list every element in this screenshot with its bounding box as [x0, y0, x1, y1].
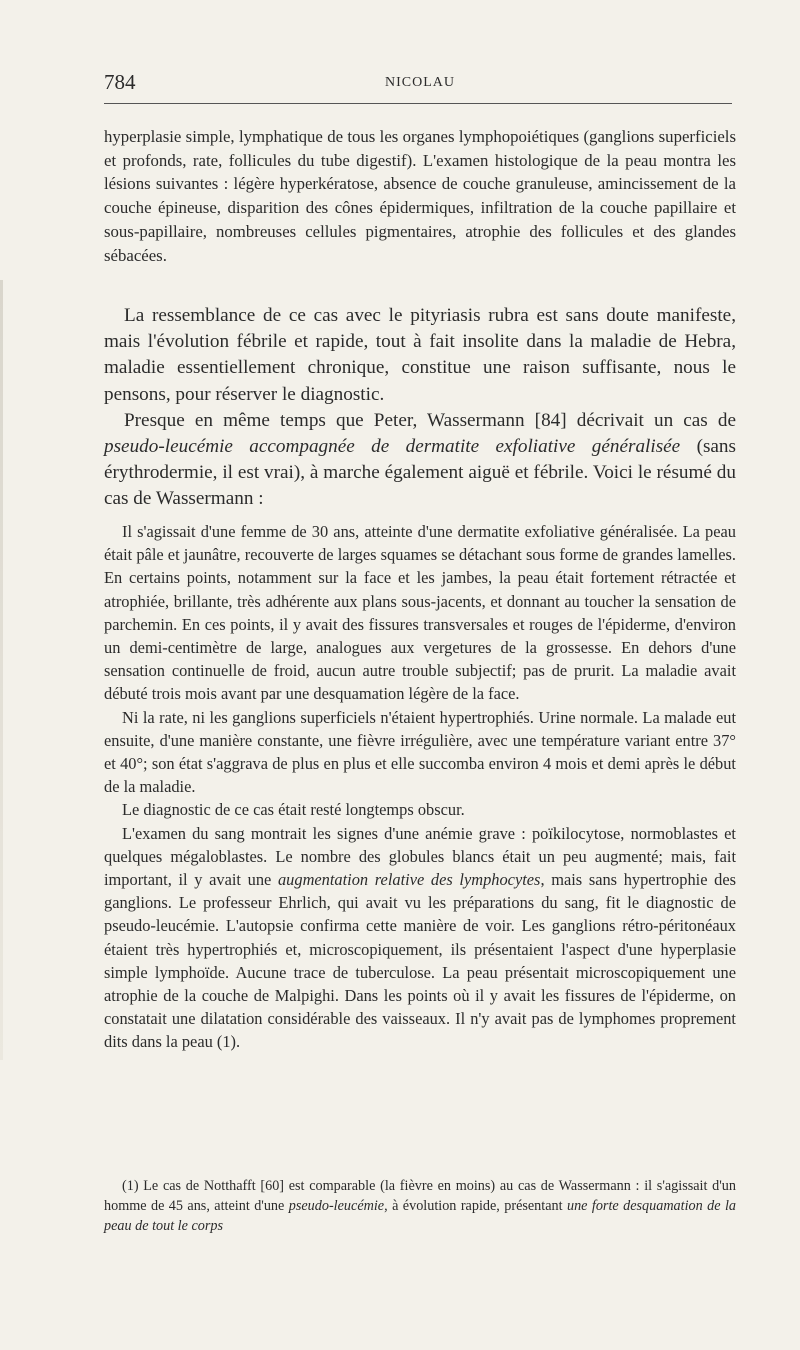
footnote-text	[104, 1176, 736, 1236]
footnote-italic-2: une forte desquamation de la peau de tout le corps	[104, 1198, 737, 1234]
paragraph-wassermann	[104, 408, 736, 513]
paragraph-wassermann-text-end: (sans érythrodermie, il est vrai), à marche également aiguë et fébrile. Voici le résumé du cas de Wassermann :	[104, 436, 736, 510]
footnote	[104, 1176, 736, 1236]
italic-title: pseudo-leucémie accompagnée de dermatite exfoliative généralisée	[104, 436, 681, 458]
running-head: NICOLAU	[385, 75, 455, 90]
page-header	[104, 70, 736, 104]
main-text	[104, 303, 736, 513]
page-edge-shadow	[0, 280, 3, 1060]
paragraph-histology: hyperplasie simple, lymphatique de tous les organes lymphopoiétiques (ganglions superficiels et profonds, rate, follicules du tube digestif). L'examen histologique de la peau montra les lésions suivantes : légère hyperkératose, absence de couche granuleuse, amincissement de la couche épineuse, disparition des cônes épidermiques, infiltration de la couche papillaire et sous-papillaire, nombreuses cellules pigmentaires, atrophie des follicules et des glandes sébacées.	[104, 127, 736, 265]
case-paragraph-4-text: L'examen du sang montrait les signes d'une anémie grave : poïkilocytose, normoblastes et quelques mégaloblastes. Le nombre des globules blancs était un peu augmenté; mais, fait important, il y avait une	[104, 823, 736, 890]
case-paragraph-1: Il s'agissait d'une femme de 30 ans, atteinte d'une dermatite exfoliative généralisée. La peau était pâle et jaunâtre, recouverte de larges squames se détachant sous forme de grandes lamelles. En certains points, notamment sur la face et les jambes, la peau était fortement rétractée et atrophiée, brillante, très adhérente aux plans sous-jacents, et donnant au toucher la sensation de parchemin. En ces points, il y avait des fissures transversales et rouges de l'épiderme, d'environ un demi-centimètre de large, analogues aux vergetures de la grossesse. En dehors d'une sensation continuelle de froid, aucun autre trouble subjectif; pas de prurit. La maladie avait débuté trois mois avant par une desquamation légère de la face.	[104, 522, 736, 704]
footnote-text-middle: , à évolution rapide, présentant	[384, 1198, 567, 1214]
footnote-text-start: (1) Le cas de Notthafft [60] est comparable (la fièvre en moins) au cas de Wassermann : il s'agissait d'un homme de 45 ans, atteint d'une	[104, 1178, 736, 1214]
page-number: 784	[104, 70, 136, 94]
footnote-italic-1: pseudo-leucémie	[288, 1198, 385, 1214]
case-paragraph-4	[104, 822, 736, 1054]
header-rule	[104, 103, 732, 104]
case-paragraph-3: Le diagnostic de ce cas était resté longtemps obscur.	[122, 800, 465, 820]
case-summary	[104, 520, 736, 1054]
case-paragraph-2: Ni la rate, ni les ganglions superficiels n'étaient hypertrophiés. Urine normale. La malade eut ensuite, d'une manière constante, une fièvre irrégulière, avec une température variant entre 37° et 40°; son état s'aggrava de plus en plus et elle succomba environ 4 mois et demi après le début de la maladie.	[104, 707, 736, 797]
continued-paragraph	[104, 125, 736, 267]
case-paragraph-4-text-end: , mais sans hypertrophie des ganglions. Le professeur Ehrlich, qui avait vu les préparations du sang, fit le diagnostic de pseudo-leucémie. L'autopsie confirma cette manière de voir. Les ganglions rétro-péritonéaux étaient très hypertrophiés et, microscopiquement, ils présentaient l'aspect d'une hyperplasie simple lymphoïde. Aucune trace de tuberculose. La peau présentait microscopiquement une atrophie de la couche de Malpighi. Dans les points où il y avait les fissures de l'épiderme, on constatait une dilatation considérable des vaisseaux. Il n'y avait pas de lymphomes proprement dits dans la peau (1).	[104, 870, 736, 1052]
paragraph-wassermann-text: Presque en même temps que Peter, Wassermann [84] décrivait un cas de	[124, 409, 736, 431]
italic-lymphocytes: augmentation relative des lymphocytes	[277, 870, 541, 890]
paragraph-resemblance: La ressemblance de ce cas avec le pityriasis rubra est sans doute manifeste, mais l'évolution fébrile et rapide, tout à fait insolite dans la maladie de Hebra, maladie essentiellement chronique, constitue une raison suffisante, nous le pensons, pour réserver le diagnostic.	[104, 305, 736, 405]
